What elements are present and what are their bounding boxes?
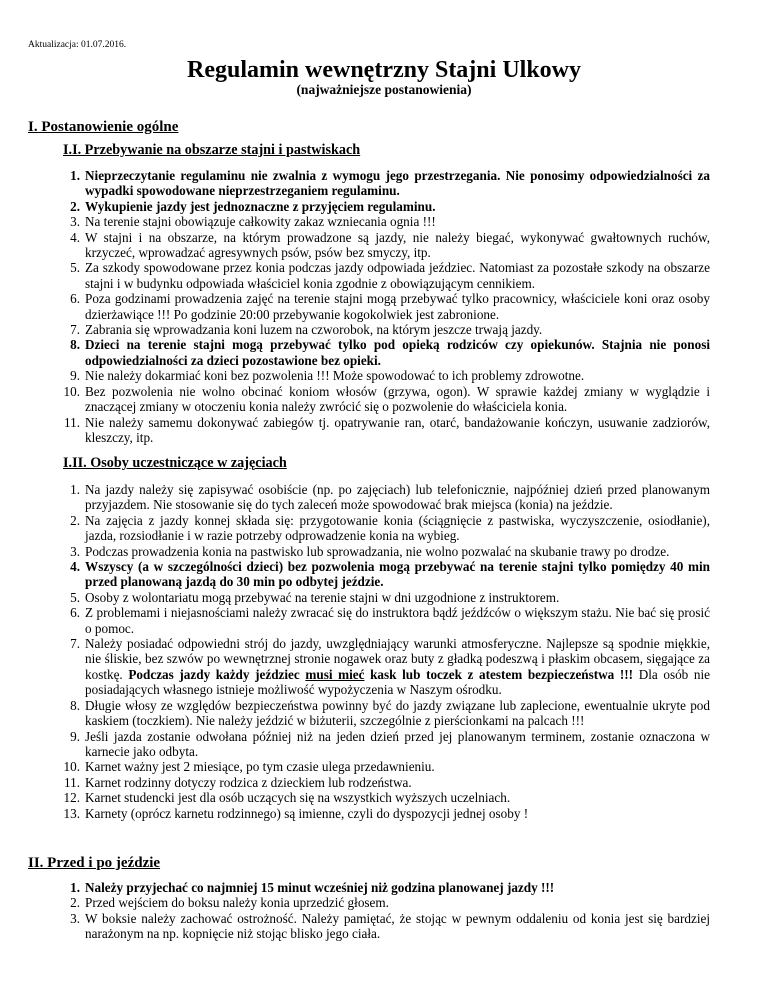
subsection-1-1-list xyxy=(0,168,768,445)
list-item: 1. Należy przyjechać co najmniej 15 minut wcześniej niż godzina planowanej jazdy !!! xyxy=(70,880,555,895)
list-item: 4. W stajni i na obszarze, na którym prowadzone są jazdy, nie należy biegać, wykonywać gwałtownych ruchów, krzyczeć, wprowadzać agresywnych psów, psów bez smyczy, itp. xyxy=(70,229,710,261)
list-item: 12. Karnet studencki jest dla osób uczących się na wszystkich wyższych uczelniach. xyxy=(63,790,511,806)
list-item: 2. Przed wejściem do boksu należy konia uprzedzić głosem. xyxy=(70,895,389,911)
list-item: 7. Należy posiadać odpowiedni strój do jazdy, uwzględniający warunki atmosferyczne. Najlepsze są spodnie miękkie, nie śliskie, bez szwów po wewnętrznej stronie nogawek oraz buty z gładką podeszwą i płaskim obcasem, sięgające za kostkę. Podczas jazdy każdy jeździec musi mieć kask lub toczek z atestem bezpieczeństwa !!! Dla osób nie posiadających własnego istnieje możliwość wypożyczenia w Naszym ośrodku. xyxy=(70,636,710,698)
list-item: 3. W boksie należy zachować ostrożność. Należy pamiętać, że stojąc w pewnym oddaleniu od konia jest się bardziej narażonym na np. kopnięcie niż stojąc blisko jego ciała. xyxy=(70,910,710,942)
list-item: 1. Na jazdy należy się zapisywać osobiście (np. po zajęciach) lub telefonicznie, najpóźniej dzień przed planowanym przyjazdem. Nie stosowanie się do tych zaleceń może spowodować brak miejsca (konia) na jeździe. xyxy=(70,482,710,513)
section-2-list xyxy=(0,880,768,942)
list-item: 13. Karnety (oprócz karnetu rodzinnego) są imienne, czyli do dyspozycji jednej osoby ! xyxy=(63,805,529,821)
list-item: 1. Nieprzeczytanie regulaminu nie zwalnia z wymogu jego przestrzegania. Nie ponosimy odpowiedzialności za wypadki spowodowane nieprzestrzeganiem regulaminu. xyxy=(70,168,710,199)
list-item: 8. Dzieci na terenie stajni mogą przebywać tylko pod opieką rodziców czy opiekunów. Stajnia nie ponosi odpowiedzialności za dzieci pozostawione bez opieki. xyxy=(70,337,710,368)
list-item: 9. Jeśli jazda zostanie odwołana później niż na jeden dzień przed jej planowanym terminem, zostanie oznaczona w karnecie jako odbyta. xyxy=(70,728,710,759)
list-item: 10. Karnet ważny jest 2 miesiące, po tym czasie ulega przedawnieniu. xyxy=(63,759,435,775)
list-item: 11. Nie należy samemu dokonywać zabiegów tj. opatrywanie ran, otarć, bandażowanie kończyn, usuwanie zadziorów, kleszczy, itp. xyxy=(64,414,710,445)
list-item: 3. Na terenie stajni obowiązuje całkowity zakaz wzniecania ognia !!! xyxy=(70,214,436,230)
list-item: 2. Na zajęcia z jazdy konnej składa się: przygotowanie konia (ściągnięcie z pastwiska, wyczyszczenie, osiodłanie), jazda, rozsiodłanie i w razie potrzeby odprowadzenie konia na wybieg. xyxy=(70,512,710,544)
update-date: Aktualizacja: 01.07.2016. xyxy=(28,40,127,50)
document-title: Regulamin wewnętrzny Stajni Ulkowy xyxy=(187,57,581,83)
section-2-heading: II. Przed i po jeździe xyxy=(28,855,161,871)
list-item: 8. Długie włosy ze względów bezpieczeństwa powinny być do jazdy związane lub zaplecione, ewentualnie ukryte pod kaskiem (toczkiem). Nie należy jeździć w biżuterii, szczególnie z pierścionkami na palcach !!! xyxy=(70,697,710,729)
list-item: 9. Nie należy dokarmiać koni bez pozwolenia !!! Może spowodować to ich problemy zdrowotne. xyxy=(70,368,585,384)
list-item: 3. Podczas prowadzenia konia na pastwisko lub sprowadzania, nie wolno pozwalać na skubanie trawy po drodze. xyxy=(70,543,670,559)
subsection-1-2-list xyxy=(0,482,768,821)
list-item: 4. Wszyscy (a w szczególności dzieci) bez pozwolenia mogą przebywać na terenie stajni tylko pomiędzy 40 min przed planowaną jazdą do 30 min po odbytej jeździe. xyxy=(70,559,710,590)
list-item: 6. Z problemami i niejasnościami należy zwracać się do instruktora bądź jeźdźców o większym stażu. Nie bać się prosić o pomoc. xyxy=(70,605,710,636)
subsection-1-2-heading: I.II. Osoby uczestniczące w zajęciach xyxy=(63,455,287,471)
list-item: 2. Wykupienie jazdy jest jednoznaczne z przyjęciem regulaminu. xyxy=(70,198,436,214)
list-item: 11. Karnet rodzinny dotyczy rodzica z dzieckiem lub rodzeństwa. xyxy=(64,774,412,790)
list-item: 5. Za szkody spowodowane przez konia podczas jazdy odpowiada jeździec. Natomiast za pozostałe szkody na obszarze stajni i w budynku odpowiada właściciel konia zgodnie z obowiązującym cennikiem. xyxy=(70,260,710,291)
list-item: 6. Poza godzinami prowadzenia zajęć na terenie stajni mogą przebywać tylko pracownicy, właściciele koni oraz osoby dzierżawiące !!! Po godzinie 20:00 przebywanie kogokolwiek jest zabronione. xyxy=(70,291,710,322)
subsection-1-1-heading: I.I. Przebywanie na obszarze stajni i pastwiskach xyxy=(63,142,361,158)
list-item: 7. Zabrania się wprowadzania koni luzem na czworobok, na którym jeszcze trwają jazdy. xyxy=(70,322,543,338)
list-item: 5. Osoby z wolontariatu mogą przebywać na terenie stajni w dni uzgodnione z instruktorem. xyxy=(70,589,560,605)
section-1-heading: I. Postanowienie ogólne xyxy=(28,119,179,135)
document-subtitle: (najważniejsze postanowienia) xyxy=(296,82,472,97)
list-item: 10. Bez pozwolenia nie wolno obcinać koniom włosów (grzywa, ogon). W sprawie każdej zmiany w wyglądzie i znaczącej zmiany w otoczeniu konia należy zwrócić się o pozwolenie do właściciela konia. xyxy=(63,383,710,415)
